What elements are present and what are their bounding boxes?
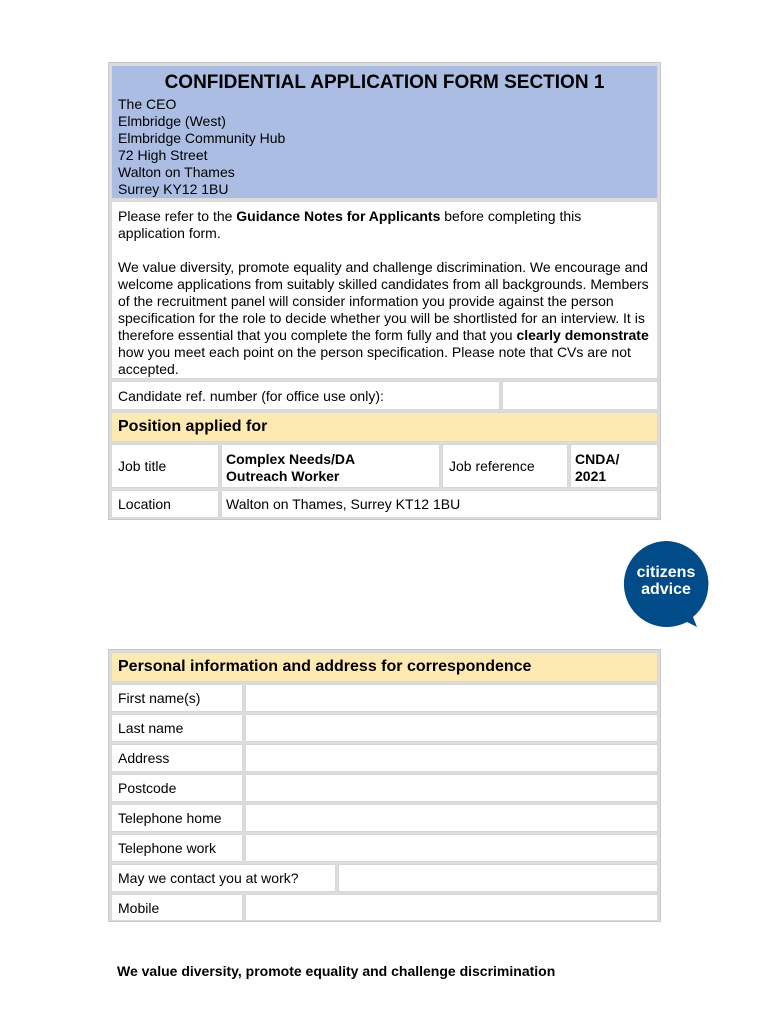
postcode-label: Postcode bbox=[118, 780, 177, 796]
location-value: Walton on Thames, Surrey KT12 1BU bbox=[226, 496, 461, 512]
address-input[interactable] bbox=[245, 744, 658, 772]
text: Please refer to the bbox=[118, 208, 237, 224]
logo-text-line2: advice bbox=[641, 581, 691, 598]
job-ref-line: 2021 bbox=[575, 468, 607, 484]
diversity-paragraph bbox=[118, 259, 649, 378]
job-ref-label: Job reference bbox=[449, 458, 535, 474]
last-name-label: Last name bbox=[118, 720, 184, 736]
telephone-work-label-cell bbox=[111, 834, 243, 862]
personal-heading: Personal information and address for correspondence bbox=[118, 658, 532, 675]
job-title-label-cell bbox=[111, 444, 219, 488]
guidance-notes-text: Guidance Notes for Applicants bbox=[236, 208, 441, 224]
footer-statement: We value diversity, promote equality and challenge discrimination bbox=[117, 963, 556, 979]
intro-text-cell bbox=[111, 201, 658, 379]
address-line: Elmbridge Community Hub bbox=[118, 130, 286, 146]
job-title-line: Complex Needs/DA bbox=[226, 451, 356, 467]
job-title-label: Job title bbox=[118, 458, 167, 474]
text: before completing this application form. bbox=[118, 208, 582, 241]
postcode-label-cell bbox=[111, 774, 243, 802]
job-ref-value-cell bbox=[570, 444, 658, 488]
address-label: Address bbox=[118, 750, 170, 766]
job-ref-label-cell bbox=[442, 444, 568, 488]
candidate-ref-input[interactable] bbox=[502, 381, 658, 410]
address-line: Surrey KY12 1BU bbox=[118, 181, 229, 197]
telephone-home-input[interactable] bbox=[245, 804, 658, 832]
job-ref-value bbox=[575, 451, 619, 485]
telephone-home-label-cell bbox=[111, 804, 243, 832]
first-name-input[interactable] bbox=[245, 684, 658, 712]
application-header-table bbox=[108, 62, 661, 520]
logo-text-line1: citizens bbox=[636, 564, 696, 581]
personal-heading-cell bbox=[111, 652, 658, 682]
address-label-cell bbox=[111, 744, 243, 772]
job-title-line: Outreach Worker bbox=[226, 468, 340, 484]
location-label: Location bbox=[118, 496, 171, 512]
location-value-cell bbox=[221, 490, 658, 518]
citizens-advice-logo bbox=[621, 539, 711, 629]
contact-at-work-input[interactable] bbox=[338, 864, 658, 892]
telephone-work-input[interactable] bbox=[245, 834, 658, 862]
job-ref-line: CNDA/ bbox=[575, 451, 620, 467]
first-name-label: First name(s) bbox=[118, 690, 201, 706]
candidate-ref-label: Candidate ref. number (for office use only): bbox=[118, 387, 384, 404]
address-line: The CEO bbox=[118, 96, 177, 112]
contact-at-work-label-cell bbox=[111, 864, 336, 892]
form-header bbox=[111, 65, 658, 199]
last-name-label-cell bbox=[111, 714, 243, 742]
first-name-label-cell bbox=[111, 684, 243, 712]
mobile-label: Mobile bbox=[118, 899, 160, 916]
location-label-cell bbox=[111, 490, 219, 518]
postcode-input[interactable] bbox=[245, 774, 658, 802]
contact-at-work-label: May we contact you at work? bbox=[118, 870, 299, 886]
text: how you meet each point on the person specification. Please note that CVs are not accepted. bbox=[118, 344, 631, 377]
telephone-home-label: Telephone home bbox=[118, 810, 222, 826]
mobile-input[interactable] bbox=[245, 894, 658, 921]
guidance-paragraph bbox=[118, 208, 649, 242]
last-name-input[interactable] bbox=[245, 714, 658, 742]
address-line: 72 High Street bbox=[118, 147, 208, 163]
personal-info-table bbox=[108, 649, 661, 922]
form-title: CONFIDENTIAL APPLICATION FORM SECTION 1 bbox=[164, 72, 605, 93]
candidate-ref-label-cell bbox=[111, 381, 500, 410]
text: We value diversity, promote equality and challenge discrimination. We encourage and welcome applications from suitably skilled candidates from all backgrounds. Members of the recruitment panel will consider information you provide against the person specification for the role to decide whether you will be shortlisted for an interview. It is therefore essential that you complete the form fully and that you bbox=[118, 259, 649, 343]
recipient-address bbox=[118, 96, 285, 198]
telephone-work-label: Telephone work bbox=[118, 840, 217, 856]
job-title-value-cell bbox=[221, 444, 440, 488]
position-heading: Position applied for bbox=[118, 418, 268, 435]
clearly-demonstrate-text: clearly demonstrate bbox=[516, 327, 649, 343]
address-line: Elmbridge (West) bbox=[118, 113, 226, 129]
address-line: Walton on Thames bbox=[118, 164, 235, 180]
job-title-value bbox=[226, 451, 355, 485]
position-heading-cell bbox=[111, 412, 658, 442]
mobile-label-cell bbox=[111, 894, 243, 921]
